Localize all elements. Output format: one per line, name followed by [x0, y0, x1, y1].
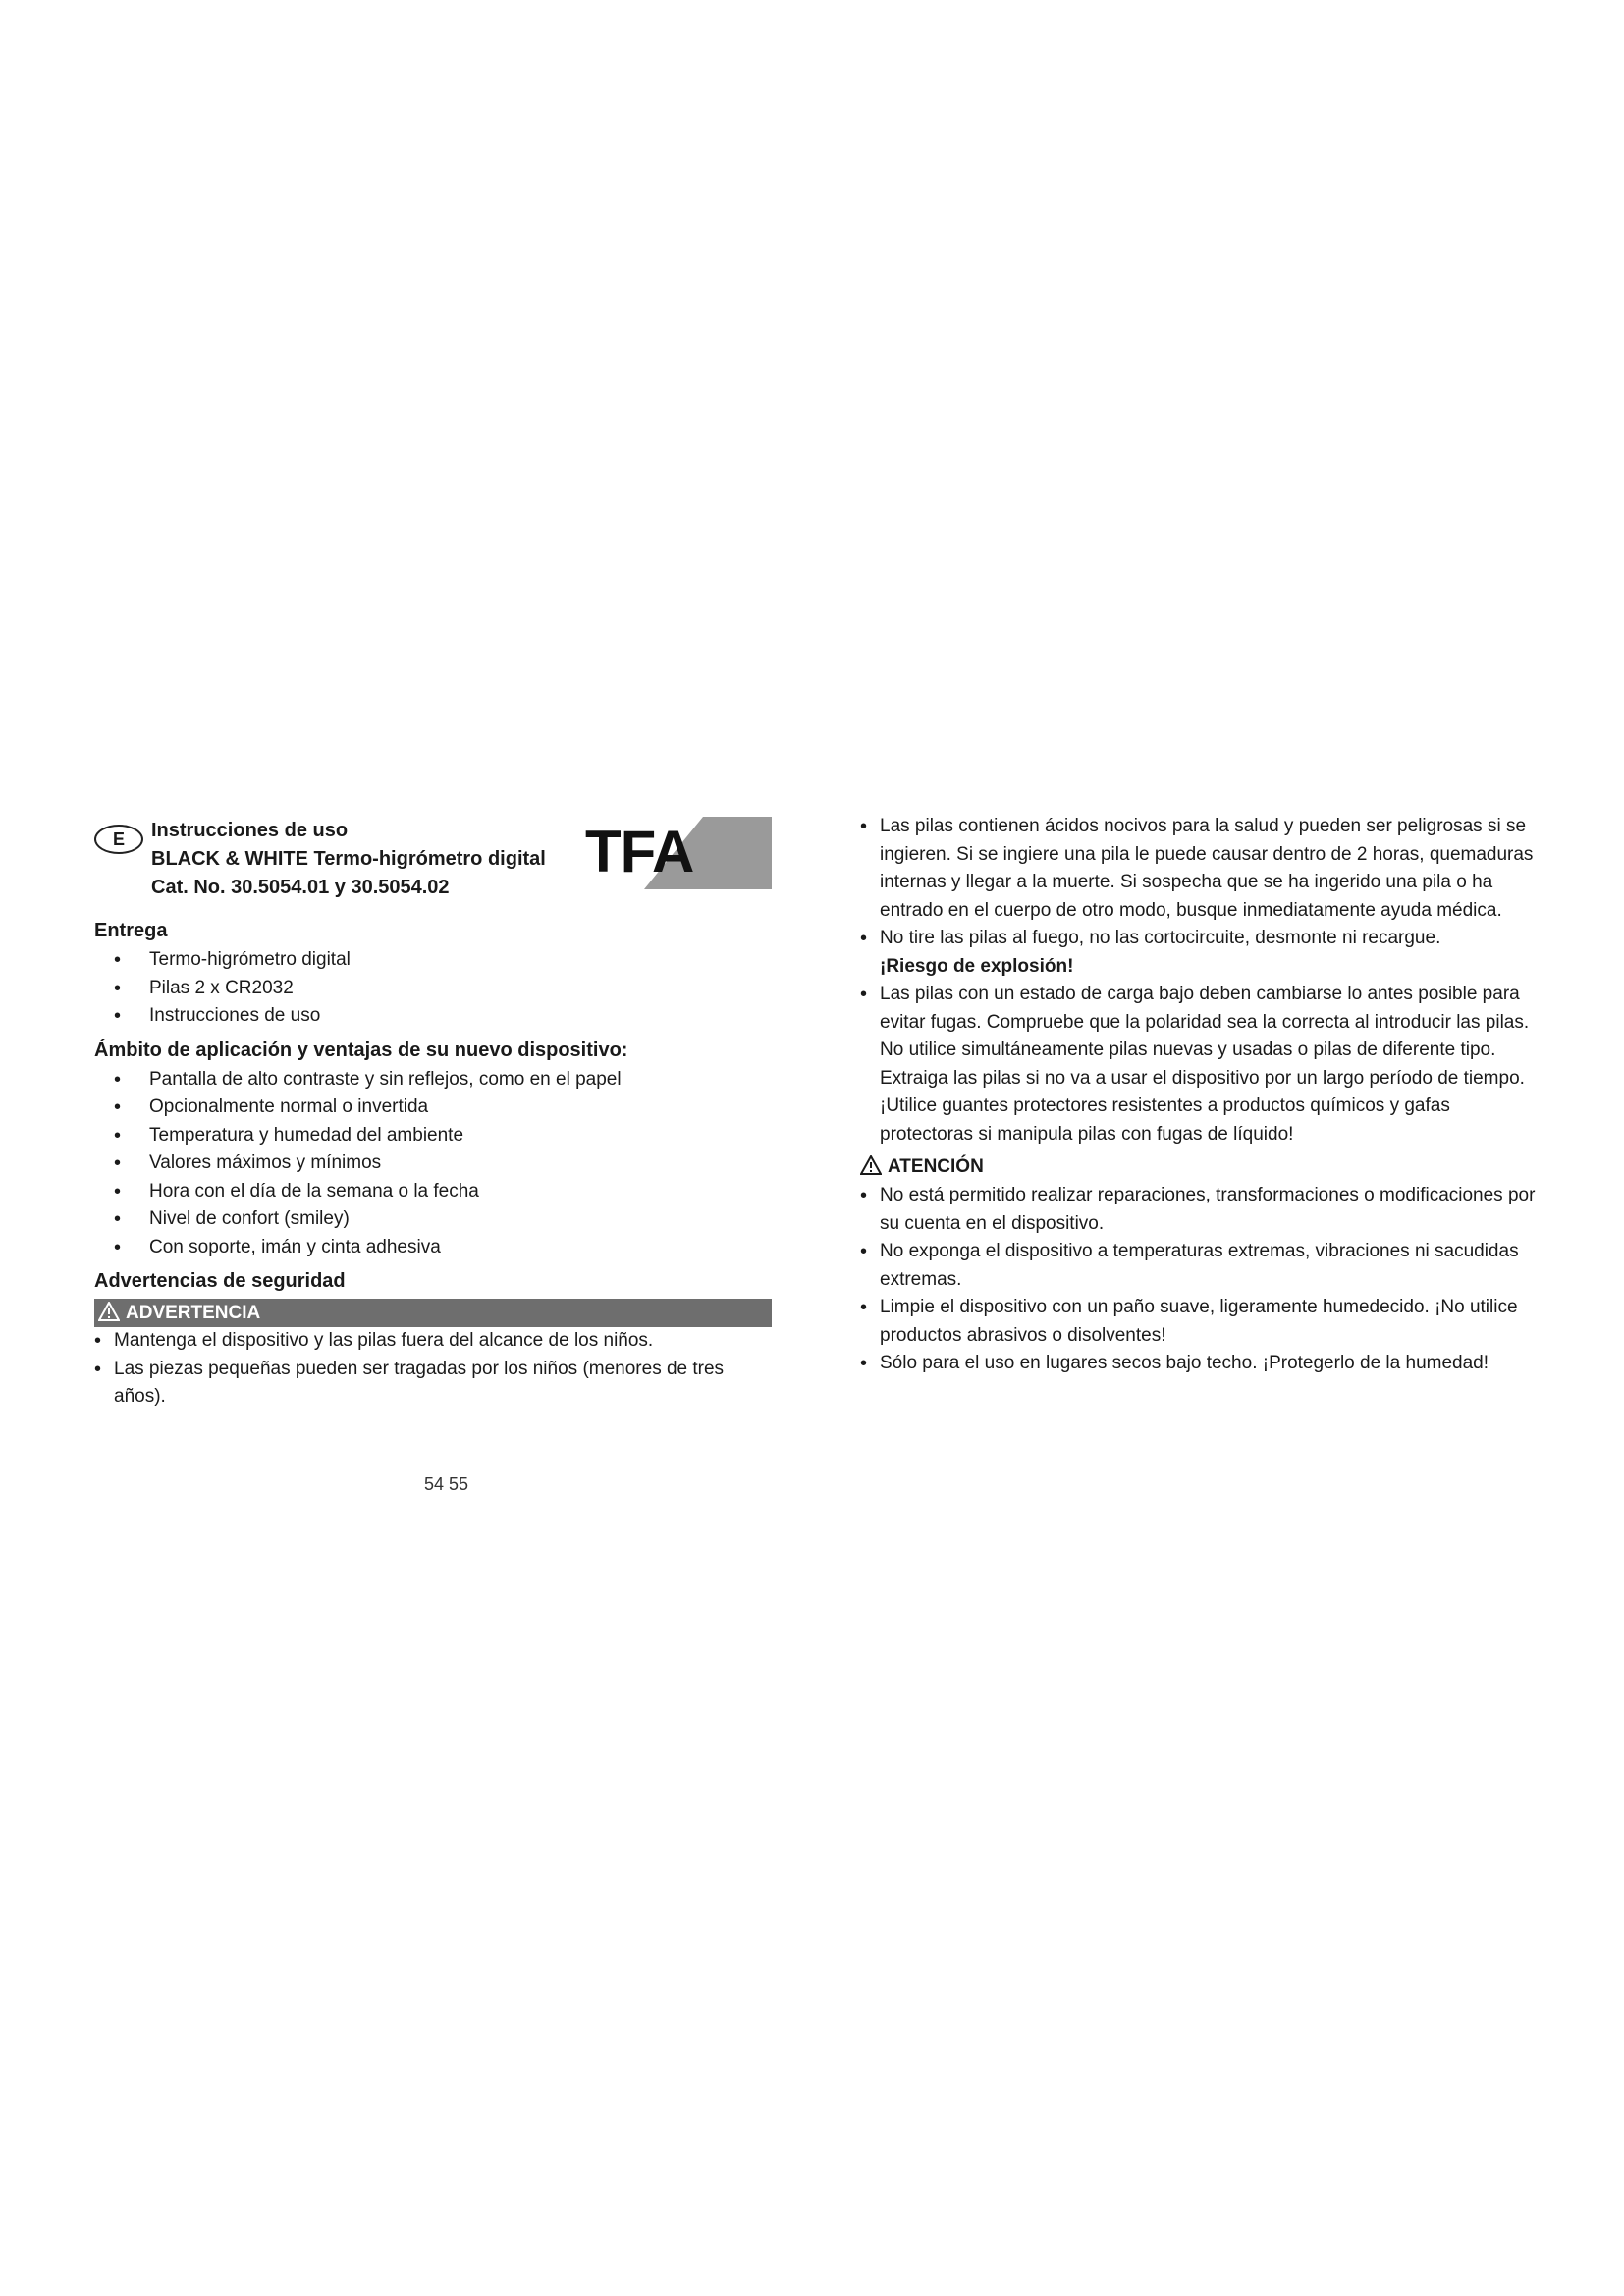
delivery-heading: Entrega: [94, 920, 168, 941]
warning-label: ADVERTENCIA: [126, 1303, 261, 1323]
manual-header: [94, 813, 772, 911]
list-item: • Con soporte, imán y cinta adhesiva: [114, 1234, 772, 1262]
warning-triangle-icon: [98, 1302, 120, 1321]
header-line-2: BLACK & WHITE Termo-higrómetro digital: [151, 848, 546, 870]
list-item: • No está permitido realizar reparaciones, transformaciones o modificaciones por su cuenta en el dispositivo.: [860, 1182, 1538, 1238]
list-item: • Opcionalmente normal o invertida: [114, 1094, 772, 1122]
list-item: • Instrucciones de uso: [114, 1002, 772, 1031]
attention-list: [860, 1182, 1538, 1378]
scope-heading: Ámbito de aplicación y ventajas de su nuevo dispositivo:: [94, 1039, 628, 1061]
warning-bar: [94, 1299, 772, 1327]
list-item: • Temperatura y humedad del ambiente: [114, 1122, 772, 1150]
list-item: • Pilas 2 x CR2032: [114, 975, 772, 1003]
header-title-block: [151, 817, 546, 902]
safety-heading: Advertencias de seguridad: [94, 1270, 346, 1292]
page-numbers: 54 55: [424, 1474, 469, 1494]
delivery-list: [94, 946, 772, 1031]
left-column: [94, 813, 772, 1412]
list-item: • Pantalla de alto contraste y sin reflejos, como en el papel: [114, 1066, 772, 1095]
header-line-1: Instrucciones de uso: [151, 820, 349, 841]
list-item: • No exponga el dispositivo a temperaturas extremas, vibraciones ni sacudidas extremas.: [860, 1238, 1538, 1294]
explosion-risk-note: ¡Riesgo de explosión!: [880, 955, 1074, 977]
header-line-3: Cat. No. 30.5054.01 y 30.5054.02: [151, 877, 450, 898]
scope-list: [94, 1066, 772, 1262]
attention-heading: [860, 1152, 1538, 1182]
list-item: • Nivel de confort (smiley): [114, 1205, 772, 1234]
list-item: • Sólo para el uso en lugares secos bajo techo. ¡Protegerlo de la humedad!: [860, 1350, 1538, 1378]
battery-list-b: [860, 981, 1538, 1148]
list-item: • Las pilas con un estado de carga bajo deben cambiarse lo antes posible para evitar fugas. Compruebe que la polaridad sea la correcta al introducir las pilas. No utilice simultáneamente pilas nuevas y usadas o pilas de diferente tipo. Extraiga las pilas si no va a usar el dispositivo por un largo período de tiempo. ¡Utilice guantes protectores resistentes a productos químicos y gafas protectoras si manipula pilas con fugas de líquido!: [860, 981, 1538, 1148]
logo-text: TFA: [585, 819, 694, 884]
battery-list-a: [860, 813, 1538, 953]
attention-label: ATENCIÓN: [888, 1156, 984, 1177]
list-item: • Las piezas pequeñas pueden ser tragadas por los niños (menores de tres años).: [94, 1356, 772, 1412]
tfa-logo: [585, 817, 772, 889]
safety-list: [94, 1327, 772, 1412]
warning-triangle-icon: [860, 1155, 882, 1175]
list-item: • No tire las pilas al fuego, no las cortocircuite, desmonte ni recargue.: [860, 925, 1538, 953]
list-item: • Hora con el día de la semana o la fecha: [114, 1178, 772, 1206]
list-item: • Mantenga el dispositivo y las pilas fuera del alcance de los niños.: [94, 1327, 772, 1356]
list-item: • Valores máximos y mínimos: [114, 1149, 772, 1178]
list-item: • Termo-higrómetro digital: [114, 946, 772, 975]
right-column: [860, 813, 1538, 1378]
list-item: • Las pilas contienen ácidos nocivos para la salud y pueden ser peligrosas si se ingieren. Si se ingiere una pila le puede causar dentro de 2 horas, quemaduras internas y llegar a la muerte. Si sospecha que se ha ingerido una pila o ha entrado en el cuerpo de otro modo, busque inmediatamente ayuda médica.: [860, 813, 1538, 925]
list-item: • Limpie el dispositivo con un paño suave, ligeramente humedecido. ¡No utilice productos abrasivos o disolventes!: [860, 1294, 1538, 1350]
language-badge: E: [94, 825, 143, 854]
